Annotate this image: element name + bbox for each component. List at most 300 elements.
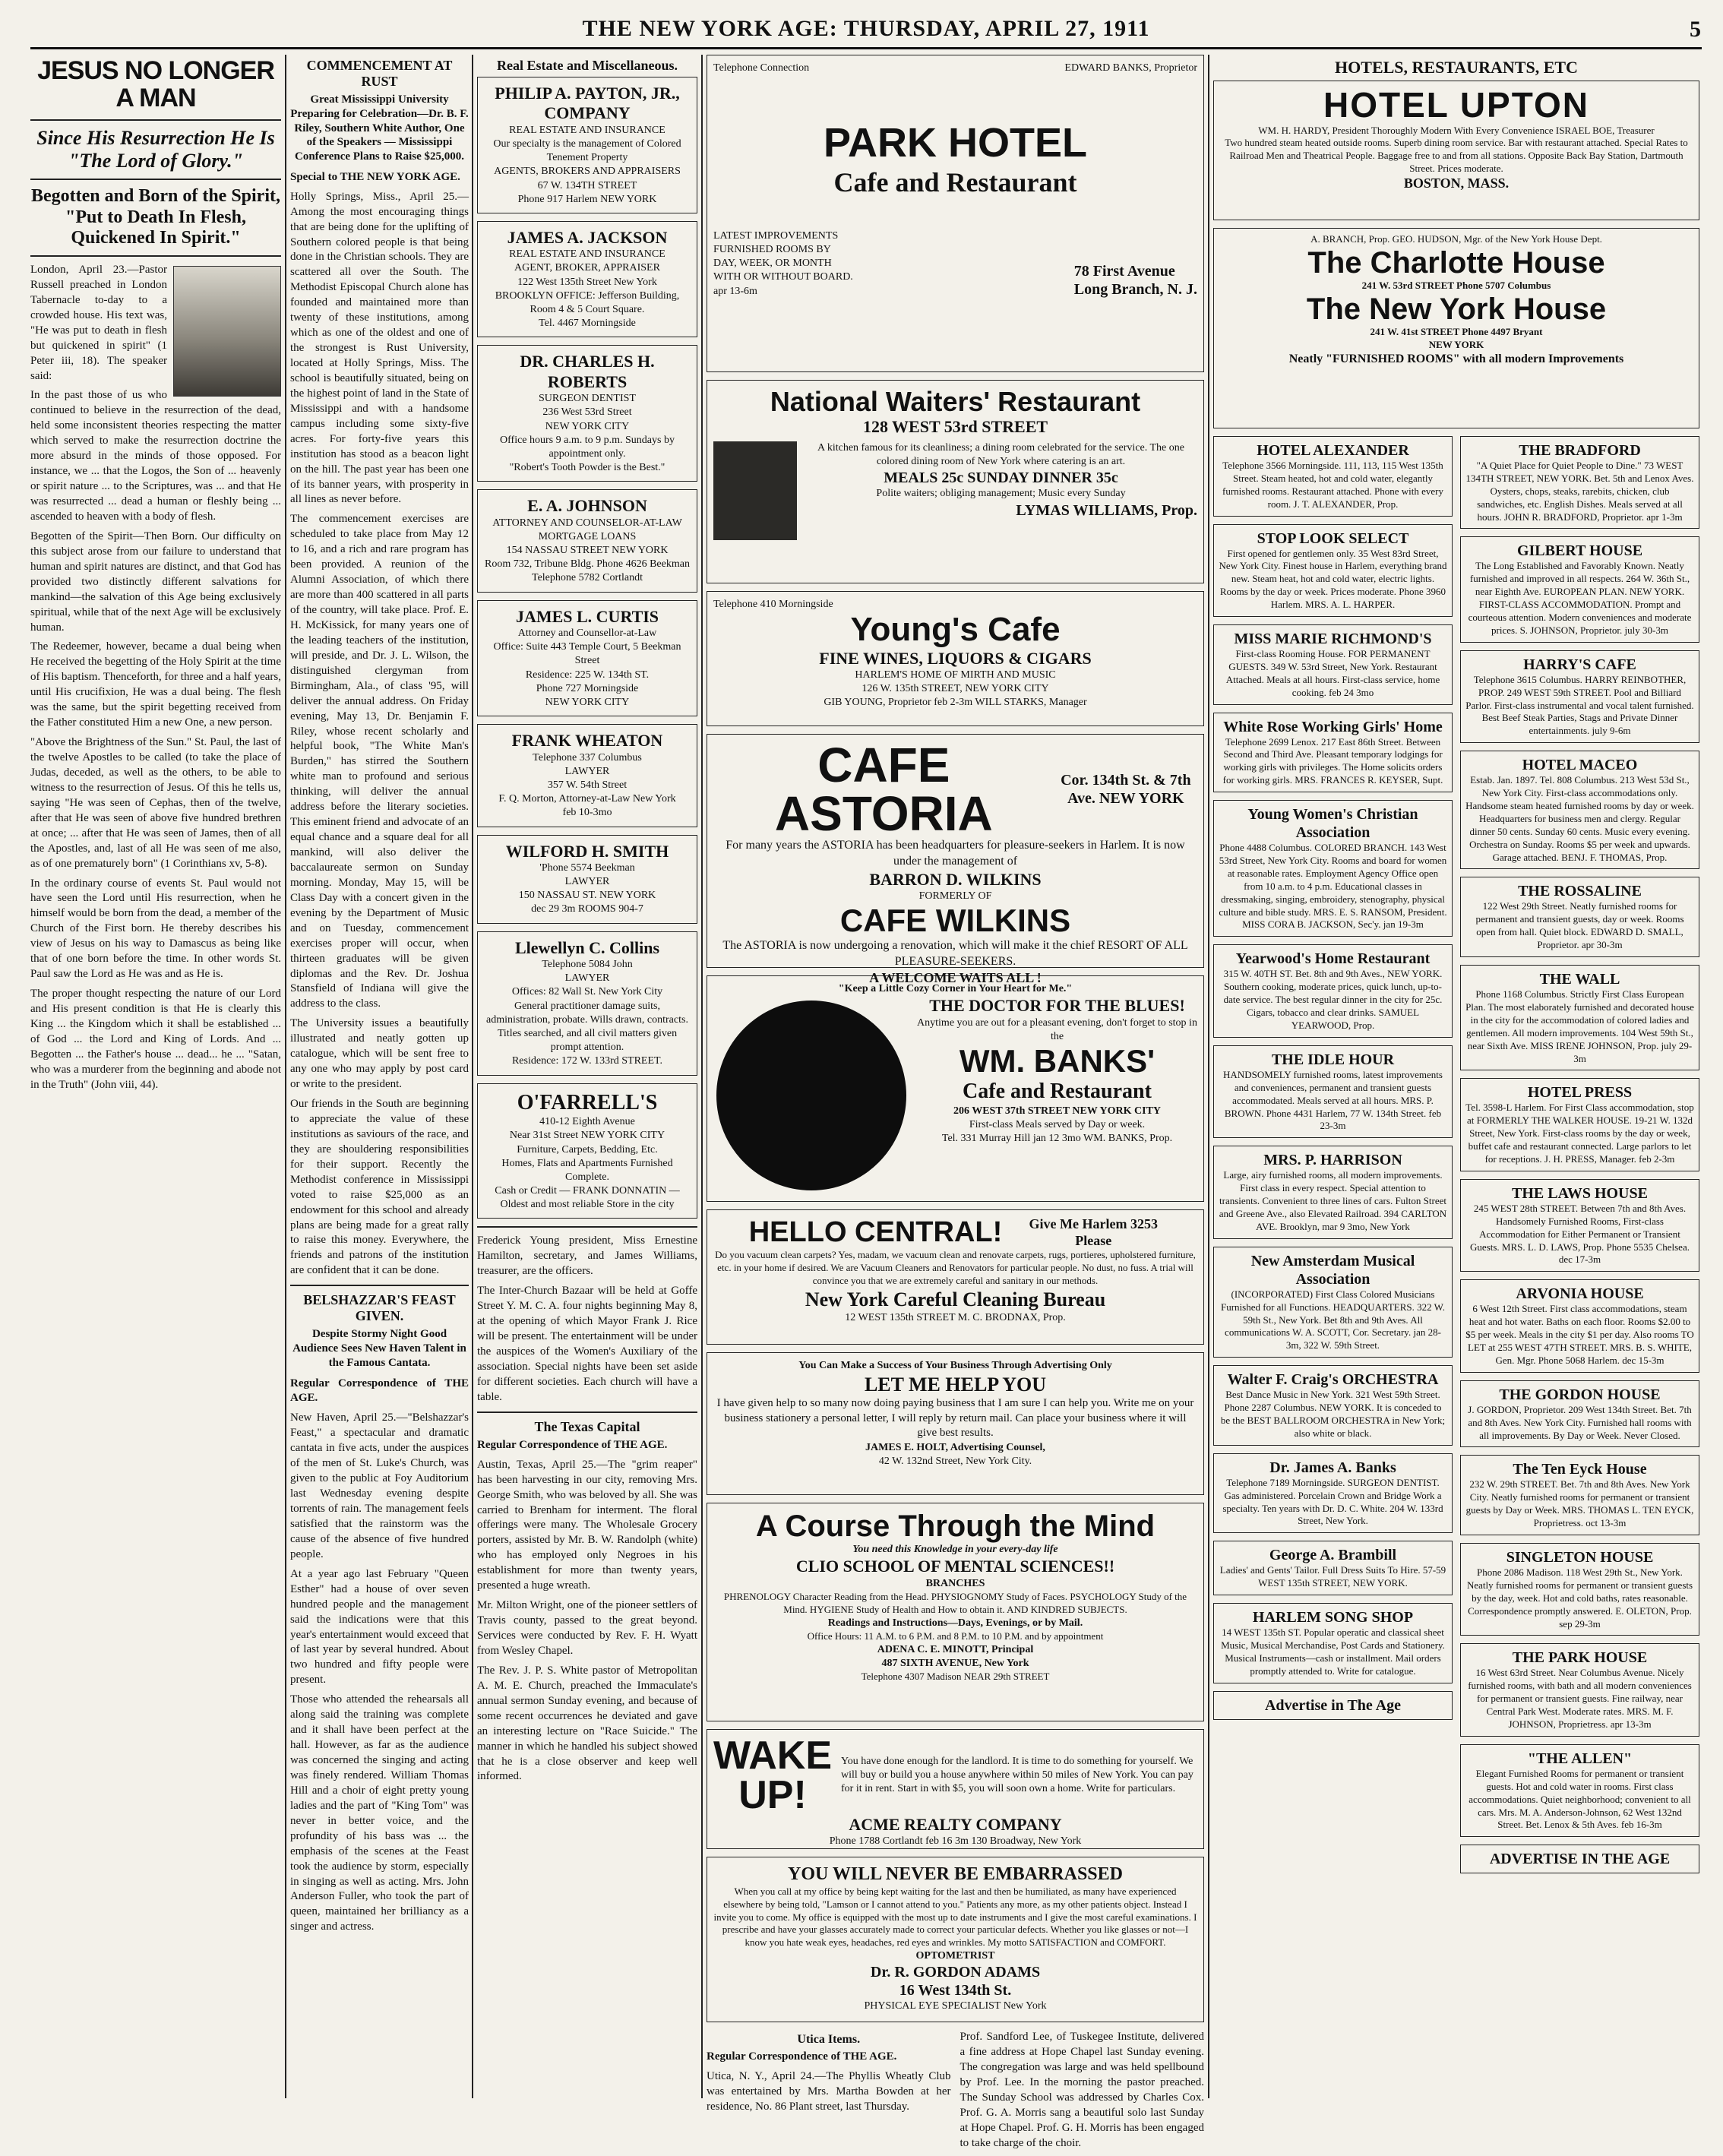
page-number: 5 [1690, 17, 1702, 42]
ad-text: Office hours 9 a.m. to 9 p.m. Sundays by appointment only. [500, 434, 675, 460]
ad-text: EDWARD BANKS, Proprietor [1064, 62, 1197, 74]
dateline: Special to THE NEW YORK AGE. [290, 170, 460, 183]
pastor-portrait-photo [173, 266, 281, 397]
ad-subtitle: Cafe and Restaurant [963, 1080, 1152, 1104]
ad-title: The New York House [1306, 292, 1607, 326]
listing-text: 14 WEST 135th ST. Popular operatic and classical sheet Music, Musical Merchandise, Post Cards and Stationery. Musical Instruments—cash or installment. Mail orders promptly attended to. Write for catalogue. [1221, 1626, 1445, 1677]
ad-title: FRANK WHEATON [511, 731, 663, 751]
ad-text: Phone 727 Morningside [536, 682, 639, 694]
ad-title: WM. BANKS' [959, 1042, 1156, 1079]
ad-text: 410-12 Eighth Avenue [539, 1116, 635, 1128]
listing-title: HARRY'S CAFE [1523, 656, 1636, 673]
article-paragraph: The University issues a beautifully illustrated and neatly gotten up catalogue, which will be sent free to any one who may apply by post card or write to the president. [290, 1017, 469, 1091]
listing-title: HOTEL ALEXANDER [1257, 442, 1409, 459]
column-hotels [1213, 55, 1699, 2098]
listing-text: Phone 2086 Madison. 118 West 29th St., New York. Neatly furnished rooms for permanent or transient guests by the day, week. Hot and cold baths, rates reasonable. Correspondence promptly answered. E. OLETON, Prop. sep 29-3m [1466, 1566, 1693, 1630]
headline-jesus: JESUS NO LONGER A MAN [37, 56, 274, 112]
listing-title: SINGLETON HOUSE [1506, 1548, 1654, 1566]
ad-text: ADENA C. E. MINOTT, Principal [877, 1643, 1034, 1655]
section-heading-hotels: HOTELS, RESTAURANTS, ETC [1335, 58, 1578, 77]
listing-title: THE BRADFORD [1519, 442, 1641, 459]
hotel-listing [1460, 1643, 1699, 1736]
ad-text: Long Branch, N. J. [1073, 280, 1197, 298]
hotel-listing [1460, 1179, 1699, 1272]
subhead-rust: Great Mississippi University Preparing for Celebration—Dr. B. F. Riley, Southern White Author, One of the Speakers — Mississippi Conference Plans to Raise $25,000. [290, 93, 469, 163]
real-estate-ads [477, 77, 697, 1219]
ad-address: Cor. 134th St. & 7th Ave. NEW YORK [1061, 772, 1191, 807]
ad-text: 78 First Avenue [1073, 262, 1175, 280]
article-paragraph: In the past those of us who continued to believe in the resurrection of the dead, held some inconsistent theories respecting the matter which served to make the resurrection doctrine the more absurd in the minds of those opposed. For instance, we ... that the Logos, the Son of ... heavenly or spirit nature ... to the Scriptures, was ... and that He was resurrected ... dead a human or fleshly being ... ascended to heaven with a body of flesh. [30, 389, 281, 523]
listing-title: HARLEM SONG SHOP [1252, 1609, 1414, 1626]
ad-text: PHRENOLOGY Character Reading from the Head. PHYSIOGNOMY Study of Faces. PSYCHOLOGY Study of the Mind. HYGIENE Study of Health and How to obtain it. AND KINDRED SUBJECTS. [723, 1590, 1187, 1615]
listing-title: The Ten Eyck House [1513, 1461, 1647, 1478]
ad-text: 241 W. 41st STREET Phone 4497 Bryant [1370, 325, 1543, 337]
ad-title: HOTEL UPTON [1323, 85, 1589, 125]
listing-text: 315 W. 40TH ST. Bet. 8th and 9th Aves., NEW YORK. Southern cooking, moderate prices, quick lunch, up-to-date service. The best regular dinner in the city for 25c. Cigars, tobacco and clear drinks. SAMUEL YEARWOOD, Prop. [1223, 968, 1443, 1031]
dateline: Regular Correspondence of THE AGE. [477, 1438, 668, 1451]
masthead [30, 14, 1702, 44]
ad-text: 236 West 53rd Street [542, 406, 632, 419]
article-paragraph: The Inter-Church Bazaar will be held at Goffe Street Y. M. C. A. four nights beginning May 8, at the opening of which Mayor Frank J. Rice will be present. The entertainment will be under the auspices of the Women's Auxiliary of the association. Special nights have been set aside for different societies. Each church will have a table. [477, 1285, 697, 1403]
ad-text: You have done enough for the landlord. It is time to do something for yourself. We will buy or build you a house anywhere within 50 miles of New York. You can pay for it in rent. Start in with $5, you will soon own a home. Write for particulars. [841, 1755, 1193, 1795]
ad-text: BRANCHES [925, 1577, 985, 1589]
hotel-listing [1213, 1541, 1453, 1595]
ad-text: WITH OR WITHOUT BOARD. [713, 271, 853, 283]
hotel-ads-left [1213, 436, 1453, 1881]
ad-text: LAWYER [564, 765, 610, 777]
classified-ad [477, 221, 697, 338]
listing-text: 16 West 63rd Street. Near Columbus Avenue. Nicely furnished rooms, with bath and all modern conveniences for permanent or transient guests. Fine railway, near Central Park West. Moderate rates. MRS. M. F. JOHNSON, Proprietress. apr 13-3m [1468, 1667, 1692, 1730]
article-paragraph: Utica, N. Y., April 24.—The Phyllis Wheatly Club was entertained by Mrs. Martha Bowden at her residence, No. 86 Plant street, last Thursday. [707, 2069, 951, 2113]
listing-text: "A Quiet Place for Quiet People to Dine." 73 WEST 134TH STREET, NEW YORK. Bet. 5th and Lenox Aves. Oysters, chops, steaks, rarebits, chicken, club sandwiches, etc. English Dishes. Meals served at all hours. JOHN R. BRADFORD, Proprietor. apr 1-3m [1465, 460, 1694, 523]
listing-title: Walter F. Craig's ORCHESTRA [1227, 1371, 1439, 1389]
ad-title: JAMES A. JACKSON [507, 227, 668, 247]
article-paragraph: The Rev. J. P. S. White pastor of Metropolitan A. M. E. Church, preached the Immaculate's annual sermon Sunday evening, and because of some recent occurrences he deviated and gave an interesting lecture on "Race Suicide." The manner in which he handled his subject showed that he is a close observer and keep well informed. [477, 1664, 697, 1783]
ad-text: Tel. 331 Murray Hill jan 12 3mo WM. BANKS, Prop. [941, 1133, 1173, 1145]
ad-hotel-upton [1213, 81, 1699, 220]
hotel-listing [1213, 624, 1453, 705]
ad-gordon-adams [707, 1857, 1204, 2022]
classified-ad [477, 931, 697, 1076]
divider [30, 255, 281, 257]
ad-text: LAWYER [564, 972, 610, 985]
ad-text: A. BRANCH, Prop. GEO. HUDSON, Mgr. of the New York House Dept. [1310, 233, 1602, 245]
hotel-listing [1213, 1691, 1453, 1720]
ad-title: WILFORD H. SMITH [505, 841, 669, 861]
hotel-listing [1213, 800, 1453, 937]
ad-text: SURGEON DENTIST [539, 393, 636, 405]
ad-title: A Course Through the Mind [755, 1510, 1156, 1543]
hotel-ads-right [1460, 436, 1699, 1881]
listing-text: Elegant Furnished Rooms for permanent or transient guests. Hot and cold water in rooms. First class accommodations. Quiet neighborhood; convenient to all cars. Mrs. M. A. Anderson-Johnson, 62 West 132nd Street. Bet. Lenox & 5th Aves. feb 16-3m [1469, 1767, 1691, 1831]
ad-subtitle: Cafe and Restaurant [833, 166, 1077, 198]
waiters-photo [713, 441, 797, 540]
ad-text: 67 W. 134TH STREET [537, 179, 637, 191]
ad-text: Telephone 5782 Cortlandt [532, 572, 643, 584]
hotel-listing [1460, 965, 1699, 1070]
ad-text: AGENTS, BROKERS AND APPRAISERS [494, 166, 681, 178]
ad-subtitle: FINE WINES, LIQUORS & CIGARS [819, 648, 1092, 668]
listing-text: Telephone 3566 Morningside. 111, 113, 115 West 135th Street. Steam heated, hot and cold water, elegantly furnished rooms. Restaurant attached. Phone with every room. J. T. ALEXANDER, Prop. [1222, 460, 1443, 510]
ad-text: You Can Make a Success of Your Business Through Advertising Only [798, 1360, 1112, 1371]
listing-title: New Amsterdam Musical Association [1250, 1252, 1415, 1288]
ad-text: F. Q. Morton, Attorney-at-Law New York [498, 793, 676, 805]
ad-text: 150 NASSAU ST. NEW YORK [518, 890, 656, 902]
ad-title: JAMES L. CURTIS [515, 606, 659, 626]
ad-subtitle: ACME REALTY COMPANY [849, 1815, 1062, 1834]
classified-ad [477, 724, 697, 827]
ad-text: NEW YORK [1428, 338, 1484, 350]
ad-title: O'FARRELL'S [517, 1090, 658, 1114]
column-rust-commencement [290, 55, 469, 2098]
hotel-listing [1460, 436, 1699, 529]
ad-text: BARRON D. WILKINS [869, 869, 1042, 889]
ad-hello-central [707, 1209, 1204, 1345]
listing-text: First opened for gentlemen only. 35 West 83rd Street, New York City. Finest house in Harlem, everything brand new. Steam heat, hot and cold water, electric lights. Rooms by the day or week. Prices moderate. Phone 3960 Harlem. MRS. A. L. HARPER. [1219, 547, 1447, 611]
listing-text: The Long Established and Favorably Known. Neatly furnished and improved in all respects. 264 W. 36th St., near Eighth Ave. EUROPEAN PLAN. NEW YORK. FIRST-CLASS ACCOMMODATION. Prompt and courteous attention. Modern conveniences and moderate prices. S. JOHNSON, Proprietor. july 30-3m [1468, 560, 1692, 636]
hotel-listing [1213, 1146, 1453, 1238]
ad-title: YOU WILL NEVER BE EMBARRASSED [788, 1864, 1123, 1884]
deck-begotten: Begotten and Born of the Spirit, "Put to Death In Flesh, Quickened In Spirit." [30, 186, 280, 248]
ad-text: You need this Knowledge in your every-day life [852, 1544, 1058, 1555]
ad-text: Telephone 410 Morningside [713, 599, 833, 610]
ad-text: HARLEM'S HOME OF MIRTH AND MUSIC [855, 669, 1056, 681]
ad-youngs-cafe [707, 591, 1204, 726]
ad-text: "Robert's Tooth Powder is the Best." [509, 462, 665, 474]
article-paragraph: New Haven, April 25.—"Belshazzar's Feast," a spectacular and dramatic cantata in five acts, under the auspices of the men of St. Luke's Church, was given to the public at Foy Auditorium last Wednesday evening despite torrents of rain. The management feels satisfied that the rainstorm was the cause of the absence of five hundred people. [290, 1412, 469, 1560]
ad-text: LYMAS WILLIAMS, Prop. [1016, 501, 1197, 519]
divider [477, 1412, 697, 1413]
listing-title: MRS. P. HARRISON [1263, 1152, 1402, 1169]
divider [30, 179, 281, 180]
ad-text: Room 732, Tribune Bldg. Phone 4626 Beekman [485, 558, 690, 571]
ad-text: ATTORNEY AND COUNSELOR-AT-LAW [492, 517, 682, 529]
ad-text: CAFE WILKINS [839, 903, 1071, 939]
ad-title: Young's Cafe [850, 611, 1061, 649]
deck-resurrection: Since His Resurrection He Is "The Lord of Glory." [36, 127, 275, 172]
ad-text: Telephone 4307 Madison NEAR 29th STREET [861, 1671, 1050, 1682]
article-paragraph: Prof. Sandford Lee, of Tuskegee Institute, delivered a fine address at Hope Chapel last Sunday evening. The congregation was large and was held spellbound by Prof. Lee. In the morning the pastor preached. The Sunday School was addressed by Charles Cox. Prof. G. A. Morris sang a beautiful solo last Sunday at Hope Chapel. Prof. G. H. Morris has been engaged to take charge of the choir. [960, 2031, 1204, 2149]
ad-text: Dr. R. GORDON ADAMS [870, 1964, 1041, 1981]
ad-text: For many years the ASTORIA has been headquarters for pleasure-seekers in Harlem. It is now under the management of [726, 839, 1185, 868]
listing-title: THE WALL [1539, 971, 1620, 988]
hotel-listing [1460, 536, 1699, 642]
ad-text: Tel. 4467 Morningside [539, 318, 636, 330]
listing-title: THE PARK HOUSE [1512, 1649, 1648, 1667]
hotel-listing [1460, 1078, 1699, 1171]
article-paragraph: At a year ago last February "Queen Esther" had a house of over seven hundred people and the management said the indications were that this year's entertainment would exceed that of last year by several hundred. About two hundred and fifty people were present. [290, 1567, 469, 1687]
ad-text: OPTOMETRIST [915, 1950, 995, 1962]
ad-text: Residence: 225 W. 134th ST. [525, 669, 650, 681]
listing-title: ADVERTISE IN THE AGE [1489, 1851, 1671, 1868]
hotel-listing [1460, 1744, 1699, 1837]
hotel-listing [1460, 877, 1699, 957]
ad-text: 'Phone 5574 Beekman [539, 861, 635, 874]
ad-text: When you call at my office by being kept waiting for the last and then be humiliated, as many have experienced elsewhere by being told, "Lamson or I cannot attend to you." Patients any more, as my other patients object. Instead I invite you to come. My office is equipped with the most up to date instruments and I give the most careful examinations. I prescribe and have your glasses accurately made to correct your particular defects. Whether you like glasses or not—I know you hate weak eyes, headaches, red eyes and wrinkles. My motto SATISFACTION and COMFORT. [713, 1885, 1197, 1949]
column-sermon [30, 55, 281, 2098]
ad-text: 241 W. 53rd STREET Phone 5707 Columbus [1361, 279, 1551, 291]
ad-text: FURNISHED ROOMS BY [713, 243, 831, 255]
ad-text: Phone 917 Harlem NEW YORK [517, 193, 657, 205]
ad-text: Two hundred steam heated outside rooms. Superb dining room service. Bar with restaurant attached. Special Rates to Railroad Men and Theatrical People. Baggage free to and from all stations. Opposite Back Bay Station, Dartmouth Street. Prices moderate. [1225, 137, 1688, 175]
ad-text: REAL ESTATE AND INSURANCE [509, 124, 665, 136]
listing-text: Telephone 3615 Columbus. HARRY REINBOTHER, PROP. 249 WEST 59th STREET. Pool and Billiard Parlor. First-class instrumental and vocal talent furnished. Best Beef Steak Parties, Stags and Private Dinner entertainments. july 9-6m [1465, 673, 1694, 737]
hotel-listing [1460, 1845, 1699, 1873]
ad-title: National Waiters' Restaurant [770, 386, 1141, 417]
ad-text: dec 29 3m ROOMS 904-7 [531, 903, 643, 915]
divider [477, 1226, 697, 1228]
headline-belshazzar: BELSHAZZAR'S FEAST GIVEN. [303, 1292, 456, 1324]
listing-title: White Rose Working Girls' Home [1223, 718, 1443, 735]
ad-text: 206 WEST 37th STREET NEW YORK CITY [953, 1105, 1162, 1117]
ad-text: Give Me Harlem 3253 Please [1029, 1216, 1158, 1248]
classified-ad [477, 600, 697, 717]
ad-title: PARK HOTEL [824, 120, 1087, 166]
ad-charlotte-house [1213, 228, 1699, 428]
subhead-belshazzar: Despite Stormy Night Good Audience Sees New Haven Talent in the Famous Cantata. [292, 1328, 466, 1369]
listing-title: Yearwood's Home Restaurant [1235, 950, 1431, 968]
listing-text: Best Dance Music in New York. 321 West 59th Street. Phone 2287 Columbus. NEW YORK. It is conceded to be the BEST BALLROOM ORCHESTRA in New York; also white or black. [1220, 1389, 1446, 1439]
listing-text: 232 W. 29th STREET. Bet. 7th and 8th Aves. New York City. Neatly furnished rooms for permanent or transient guests by Day or Week. MRS. THOMAS L. TEN EYCK, Proprietress. oct 13-3m [1465, 1478, 1694, 1529]
ad-subtitle: CLIO SCHOOL OF MENTAL SCIENCES!! [795, 1557, 1115, 1576]
article-paragraph: Mr. Milton Wright, one of the pioneer settlers of Travis county, passed to the great beyond. Services were conducted by Rev. F. H. Wyatt from Wesley Chapel. [477, 1599, 697, 1657]
column-real-estate [477, 55, 697, 2098]
ad-text: NEW YORK CITY [545, 420, 630, 432]
ad-title: Llewellyn C. Collins [514, 937, 660, 957]
section-heading-real-estate: Real Estate and Miscellaneous. [497, 58, 678, 73]
ad-text: Cash or Credit — FRANK DONNATIN — Oldest and most reliable Store in the city [495, 1185, 680, 1211]
ad-text: Readings and Instructions—Days, Evenings, or by Mail. [827, 1617, 1083, 1629]
hotel-listing [1213, 1365, 1453, 1446]
ad-text: MEALS 25c SUNDAY DINNER 35c [884, 469, 1118, 487]
article-paragraph: The proper thought respecting the nature of our Lord and His present condition is that He is clearly this King ... the Kingdom which it shall be established ... of God ... the Lord and King of Lords. And ... Begotten ... the Father's house ... dead... he ... "Satan, who was a murderer from the beginning and abode not in the Truth" (John viii, 44). [30, 988, 281, 1091]
listing-title: THE LAWS HOUSE [1512, 1184, 1648, 1202]
listing-title: GILBERT HOUSE [1516, 542, 1643, 560]
classified-ad [477, 77, 697, 213]
hotel-listing [1460, 1279, 1699, 1372]
column-rule [472, 55, 473, 2098]
ad-text: The ASTORIA is now undergoing a renovation, which will make it the chief RESORT OF ALL PLEASURE-SEEKERS. [722, 939, 1188, 969]
article-paragraph: Begotten of the Spirit—Then Born. Our difficulty on this subject arose from our failure to understand that human and spirit natures are distinct, and that God has provided two distinctly different salvations for mankind—the salvation of this Age being exclusively spiritual, while that of the next Age will be exclusively human. [30, 530, 281, 634]
ad-text: Polite waiters; obliging management; Music every Sunday [876, 488, 1126, 500]
ad-text: AGENT, BROKER, APPRAISER [514, 262, 660, 274]
listing-text: Large, airy furnished rooms, all modern improvements. First class in every respect. Special attention to transients. Convenient to three lines of cars. Fulton Street and Greene Ave., also Elevated Railroad. 394 CARLTON AVE. Brooklyn, mar 9 3mo, New York [1219, 1169, 1447, 1232]
hotel-listing [1213, 1247, 1453, 1358]
listing-text: 6 West 12th Street. First class accommodations, steam heat and hot water. Baths on each floor. Rooms $2.00 to $5 per week. Meals in the city $1 per day. Also rooms TO LET at 255 WEST 47TH STREET. MRS. B. S. WHITE, Gen. Mgr. Phone 5068 Harlem. dec 15-3m [1465, 1303, 1694, 1366]
ad-text: General practitioner damage suits, administration, probate. Wills drawn, contracts. Titles searched, and all civil matters given prompt attention. [486, 1000, 688, 1054]
hotel-listing [1213, 1453, 1453, 1534]
ad-text: Near 31st Street NEW YORK CITY [509, 1130, 665, 1142]
listing-title: HOTEL MACEO [1522, 757, 1638, 774]
ad-text: Attorney and Counsellor-at-Law [517, 628, 657, 640]
listing-text: 245 WEST 28th STREET. Between 7th and 8th Aves. Handsomely Furnished Rooms, First-class Accommodation for Either Permanent or Transient Guests. MRS. L. D. LAWS, Prop. Phone 5535 Chelsea. dec 17-3m [1470, 1202, 1690, 1266]
ad-text: Office Hours: 11 A.M. to 6 P.M. and 8 P.M. to 10 P.M. and by appointment [807, 1630, 1104, 1642]
hotel-listing [1460, 650, 1699, 743]
ad-text: FORMERLY OF [918, 890, 992, 902]
ad-text: DAY, WEEK, OR MONTH [713, 258, 832, 270]
listing-text: HANDSOMELY furnished rooms, latest improvements and conveniences, permanent and transient guests accommodated. Meals served at all hours. MRS. P. BROWN. Phone 4431 Harlem, 77 W. 134th Street. feb 23-3m [1223, 1068, 1443, 1132]
listing-text: Ladies' and Gents' Tailor. Full Dress Suits To Hire. 57-59 WEST 135th STREET, NEW YORK. [1219, 1564, 1446, 1589]
ad-text: THE DOCTOR FOR THE BLUES! [929, 996, 1185, 1016]
listing-title: MISS MARIE RICHMOND'S [1234, 631, 1432, 648]
article-paragraph: "Above the Brightness of the Sun." St. Paul, the last of the twelve Apostles to be called (to take the place of Judas, deceded, as well as the others, to be able to witness to the resurrection of Jesus. Of this he tells us, saying "He was seen of Cephas, then of the twelve, after that He was seen of above five hundred brethren at once; ... after that He was seen of James, then of all the Apostles, and, last of all He was seen of me also, as of one prematurely born" (1 Corinthians xv, 5-8). [30, 736, 281, 870]
ad-title: HELLO CENTRAL! [748, 1216, 1003, 1248]
masthead-rule [30, 47, 1702, 49]
dateline: Regular Correspondence of THE AGE. [290, 1377, 469, 1405]
ad-text: 126 W. 135th STREET, NEW YORK CITY [862, 683, 1049, 695]
hotel-listing [1213, 524, 1453, 617]
hotel-listing [1460, 1455, 1699, 1535]
ad-text: BOSTON, MASS. [1403, 175, 1510, 191]
article-paragraph: Our friends in the South are beginning to appreciate the value of these institutions as saviours of the race, and they are shouldering responsibilities for their support. Recently the Methodist conference in Mississippi voted to raise $25,000 as an endowment for this school and already plans are being made for a great rally to raise this money. Everywhere, the friends and patrons of the institution are confident that it can be done. [290, 1098, 469, 1277]
listing-title: THE ROSSALINE [1518, 883, 1642, 900]
ad-text: Anytime you are out for a pleasant evening, don't forget to stop in the [917, 1016, 1197, 1042]
listing-title: George A. Brambill [1269, 1547, 1397, 1564]
ad-text: A WELCOME WAITS ALL ! [869, 969, 1042, 985]
ad-james-holt [707, 1352, 1204, 1495]
classified-ad [477, 345, 697, 482]
ad-title: PHILIP A. PAYTON, JR., COMPANY [495, 84, 680, 123]
divider [30, 119, 281, 121]
listing-text: 122 West 29th Street. Neatly furnished rooms for permanent and transient guests, day or week. Rooms open from hall. Quiet block. EDWARD D. SMALL, Proprietor. apr 30-3m [1475, 900, 1684, 951]
ad-title: DR. CHARLES H. ROBERTS [520, 352, 655, 391]
ad-park-hotel [707, 55, 1204, 372]
ad-wake-up [707, 1729, 1204, 1849]
classified-ad [477, 835, 697, 924]
column-rule [701, 55, 703, 2098]
ad-title: LET ME HELP YOU [864, 1374, 1047, 1396]
hotel-listing [1213, 1603, 1453, 1683]
ad-text: apr 13-6m [713, 285, 757, 297]
ad-title: E. A. JOHNSON [527, 496, 647, 516]
listing-text: Estab. Jan. 1897. Tel. 808 Columbus. 213 West 53d St., New York City. First-class accommodations only. Handsome steam heated furnished rooms by day or week. Headquarters for business men and clergy. Regular dinner 50 cents. Sunday 60 cents. Music every evening. Orchestra on Sunday. Rooms $5 per week and upwards. Garage attached. BENJ. F. THOMAS, Prop. [1465, 774, 1694, 863]
listing-title: "THE ALLEN" [1527, 1750, 1633, 1767]
ad-text: BROOKLYN OFFICE: Jefferson Building, Room 4 & 5 Court Square. [495, 289, 680, 316]
ad-text: 487 SIXTH AVENUE, New York [881, 1657, 1029, 1669]
article-paragraph: The Redeemer, however, became a dual being when He received the begetting of the Holy Spirit at the time of His baptism. Thenceforth, for three and a half years, until His crucifixion, He was a dual being. The flesh was the same, but the spirit begetting received from the Father constituted Him a new One, a new person. [30, 640, 281, 729]
listing-text: (INCORPORATED) First Class Colored Musicians Furnished for all Functions. HEADQUARTERS. 322 W. 59th St., New York. Bet 8th and 9th Aves. All communications W. A. SCOTT, Cor. Secretary. jan 28-3m, 322 W. 59th Street. [1221, 1288, 1445, 1351]
ad-text: Telephone 337 Columbus [533, 751, 642, 763]
article-paragraph: Frederick Young president, Miss Ernestine Hamilton, secretary, and James Williams, treasurer, are the officers. [477, 1234, 697, 1278]
listing-text: Tel. 3598-L Harlem. For First Class accommodation, stop at FORMERLY THE WALKER HOUSE. 19-21 W. 132d Street, New York. First-class rooms by the day or week, buffet cafe and restaurant connected. Large parlors to let for receptions. J. H. PRESS, Manager. feb 2-3m [1465, 1102, 1694, 1165]
listing-title: THE IDLE HOUR [1271, 1051, 1395, 1068]
hotel-listing [1213, 436, 1453, 517]
ad-text: Phone 1788 Cortlandt feb 16 3m 130 Broadway, New York [829, 1835, 1082, 1848]
listing-text: First-class Rooming House. FOR PERMANENT GUESTS. 349 W. 53rd Street, New York. Restaurant Attached. Meals at all hours. First-class service, home cooking. feb 24 3mo [1225, 648, 1440, 698]
article-paragraph: Austin, Texas, April 25.—The "grim reaper" has been harvesting in our city, removing Mrs. George Smith, who was beloved by all. She was carried to Brenham for interment. The floral offerings were many. The Wholesale Grocery porters, assisted by Mr. B. W. Randolph (white) who has employed only Negroes in his establishment for more than twenty years, presented a huge wreath. [477, 1458, 697, 1592]
hotel-listing [1460, 1380, 1699, 1448]
listing-text: Telephone 2699 Lenox. 217 East 86th Street. Between Second and Third Ave. Pleasant temporary lodgings for working girls with privileges. The Home solicits orders for working girls. MRS. FRANCES R. KEYSER, Supt. [1222, 735, 1443, 786]
hotel-listing [1213, 713, 1453, 793]
article-paragraph: In the ordinary course of events St. Paul would not have seen the Lord until His resurrection, when he himself would be born from the dead, a member of the Church of the First born. He thereby describes his view of Jesus on his way to Damascus as being like that of one born before the time. In other words St. Paul saw the Lord as He was and as He is. [30, 877, 281, 981]
ad-text: WM. H. HARDY, President Thoroughly Modern With Every Convenience ISRAEL BOE, Treasurer [1258, 124, 1655, 136]
ad-text: 357 W. 54th Street [547, 779, 628, 791]
column-rule [285, 55, 286, 2098]
ad-subtitle: New York Careful Cleaning Bureau [805, 1288, 1106, 1310]
listing-title: HOTEL PRESS [1527, 1084, 1633, 1102]
ad-text: First-class Meals served by Day or week. [969, 1118, 1146, 1130]
ad-text: NEW YORK CITY [545, 696, 630, 708]
headline-rust: COMMENCEMENT AT RUST [306, 58, 453, 89]
ad-text: 42 W. 132nd Street, New York City. [878, 1456, 1032, 1468]
listing-text: Phone 1168 Columbus. Strictly First Class European Plan. The most elaborately furnished and decorated house in the city for the accommodation of colored ladies and gentlemen. All modern improvements. 104 West 59th St., near Sixth Ave. MISS IRENE JOHNSON, Prop. july 29-3m [1465, 988, 1694, 1064]
ad-text: Our specialty is the management of Colored Tenement Property [493, 138, 681, 164]
ad-text: I have given help to so many now doing paying business that I am sure I can help you. Write me on your business stationery a personal letter, I will reply by return mail. Can place your business where it will give best results. [716, 1397, 1194, 1440]
ad-text: GIB YOUNG, Proprietor feb 2-3m WILL STARKS, Manager [824, 697, 1087, 709]
ad-national-waiters [707, 380, 1204, 583]
ad-text: Residence: 172 W. 133rd STREET. [511, 1055, 663, 1067]
ad-text: Do you vacuum clean carpets? Yes, madam, we vacuum clean and renovate carpets, rugs, portieres, upholstered furniture, etc. in your home if desired. We are Vacuum Cleaners and Renovators for particular people. No dust, no fuss. A trial will convince you that we are extremely careful and sanitary in our methods. [715, 1249, 1196, 1286]
listing-title: STOP LOOK SELECT [1257, 530, 1409, 547]
ad-text: REAL ESTATE AND INSURANCE [509, 248, 665, 261]
hotel-listing [1213, 1045, 1453, 1138]
ad-text: Telephone Connection [713, 62, 810, 74]
divider [290, 1285, 469, 1286]
headline-utica: Utica Items. [797, 2033, 861, 2046]
ad-text: LATEST IMPROVEMENTS [713, 229, 839, 242]
ad-cafe-astoria [707, 734, 1204, 985]
ad-text: LAWYER [564, 876, 610, 888]
listing-text: J. GORDON, Proprietor. 209 West 134th Street. Bet. 7th and 8th Aves. New York City. Furnished hall rooms with all improvements. By Day or Week. Never Closed. [1468, 1403, 1692, 1441]
listing-text: Telephone 7189 Morningside. SURGEON DENTIST. Gas administered. Porcelain Crown and Bridge Work a specialty. Ten years with Dr. D. C. White. 204 W. 133rd Street, New York. [1222, 1476, 1443, 1527]
article-paragraph: The commencement exercises are scheduled to take place from May 12 to 16, and a rich and rare program has been provided. A reunion of the Alumni Association, of which there are more than 400 scattered in all parts of the country, will take place. Prof. E. H. McKissick, for many years one of the leading teachers of the institution, will preside, and Dr. J. L. Wilson, the distinguished clergyman from Birmingham, Ala., of class '95, will deliver the annual address. On Friday evening, May 13, Dr. Benjamin F. Riley, whose recent scholarly and helpful book, "The White Man's Burden," has stirred the Southern white man to profound and serious thinking, will deliver the annual address before the literary societies. This eminent friend and advocate of an equal chance and a square deal for all mankind, will also deliver the baccalaureate sermon on Sunday morning. Monday, May 15, will be Class Day with a concert given in the evening by the Department of Music and on Tuesday, commencement exercises proper will occur, when thirteen graduates will be given diplomas and the Rev. Dr. Joshua Stansfield of Indiana will give the address to the class. [290, 513, 469, 1010]
ad-text: Offices: 82 Wall St. New York City [511, 986, 663, 998]
article-paragraph: Holly Springs, Miss., April 25.—Among the most encouraging things that are being done for the uplifting of Southern colored people is that being done in the Christian schools. They are scattered all over the South. The Methodist Episcopal Church alone has founded and maintained more than twenty of these institutions, among which as one of the oldest and one of the strongest is Rust University, located at Holly Springs, Miss. The school is beautifully situated, being on the highest point of land in the State of Mississippi and with a handsome campus including some sixty-five acres. For forty-five years this institution has stood as a beacon light on the hill. The past year has been one of its banner years, with prosperity in all lines as never before. [290, 190, 469, 506]
ad-text: 12 WEST 135th STREET M. C. BRODNAX, Prop. [845, 1312, 1066, 1324]
ad-text: Homes, Flats and Apartments Furnished Complete. [501, 1157, 673, 1183]
listing-title: ARVONIA HOUSE [1516, 1285, 1644, 1303]
ad-title: CAFE ASTORIA [774, 738, 993, 841]
dateline: Regular Correspondence of THE AGE. [707, 2050, 897, 2063]
ad-text: MORTGAGE LOANS [538, 530, 637, 542]
ad-text: Office: Suite 443 Temple Court, 5 Beekman Street [493, 641, 681, 667]
banks-logo-circle [716, 1001, 906, 1190]
ad-text: JAMES E. HOLT, Advertising Counsel, [865, 1441, 1045, 1453]
ad-text: Neatly "FURNISHED ROOMS" with all modern Improvements [1288, 352, 1624, 365]
column-rule [1208, 55, 1209, 2098]
article-paragraph: London, April 23.—Pastor Russell preached in London Tabernacle to-day to a crowded house. His text was, "He was put to death in flesh but quickened in spirit" (1 Peter iii, 18). The speaker said: [30, 263, 167, 382]
ad-text: A kitchen famous for its cleanliness; a dining room celebrated for the service. The one colored dining room of New York where catering is an art. [817, 441, 1184, 468]
classified-ad [477, 489, 697, 592]
listing-title: Advertise in The Age [1264, 1696, 1402, 1714]
hotel-listing [1460, 751, 1699, 869]
ad-title: The Charlotte House [1307, 245, 1605, 280]
ad-text: feb 10-3mo [562, 807, 612, 819]
ad-text: 16 West 134th St. [899, 1982, 1012, 2000]
column-display-ads [707, 55, 1204, 2149]
ad-text: 154 NASSAU STREET NEW YORK [506, 545, 669, 557]
ad-text: 122 West 135th Street New York [517, 276, 657, 288]
hotel-listing [1213, 944, 1453, 1037]
ad-clio-school [707, 1503, 1204, 1721]
headline-texas: The Texas Capital [534, 1418, 640, 1434]
ad-title: WAKE UP! [713, 1734, 832, 1817]
listing-title: THE GORDON HOUSE [1499, 1386, 1661, 1403]
listing-title: Dr. James A. Banks [1269, 1459, 1396, 1476]
classified-ad [477, 1083, 697, 1219]
ad-text: Furniture, Carpets, Bedding, Etc. [517, 1143, 658, 1155]
ad-text: PHYSICAL EYE SPECIALIST New York [864, 2000, 1047, 2012]
article-paragraph: Those who attended the rehearsals all along said the training was complete and it shall have been perfect at the hall. However, as far as the audience was concerned the singing and acting was finely rendered. William Thomas Hill and a choir of eight pretty young ladies and the part of "King Tom" was never in better voice, and the profundity of his bass was ... the emphasis of the scenes at the Feast took the audience by storm, especially in singing as well as acting. Mrs. John Anderson Fuller, who took the part of queen, maintained her brilliancy as a singer and actress. [290, 1693, 469, 1933]
hotel-listing [1460, 1543, 1699, 1636]
ad-address: 128 WEST 53rd STREET [862, 416, 1048, 436]
listing-text: Phone 4488 Columbus. COLORED BRANCH. 143 West 53rd Street, New York City. Rooms and board for women at reasonable rates. Employment Agency Office open from 10 a.m. to 4 p.m. Educational classes in dressmaking, singing, embroidery, stenography, physical culture and bible study. MRS. E. S. RANSOM, President. MISS CORA B. JACKSON, Sec'y. jan 19-3m [1219, 842, 1447, 931]
ad-wm-banks-cafe [707, 975, 1204, 1202]
ad-text: Telephone 5084 John [542, 959, 633, 971]
masthead-title: THE NEW YORK AGE: THURSDAY, APRIL 27, 1911 [582, 16, 1150, 41]
listing-title: Young Women's Christian Association [1247, 806, 1418, 842]
ad-text: "Keep a Little Cozy Corner in Your Heart for Me." [838, 983, 1073, 994]
